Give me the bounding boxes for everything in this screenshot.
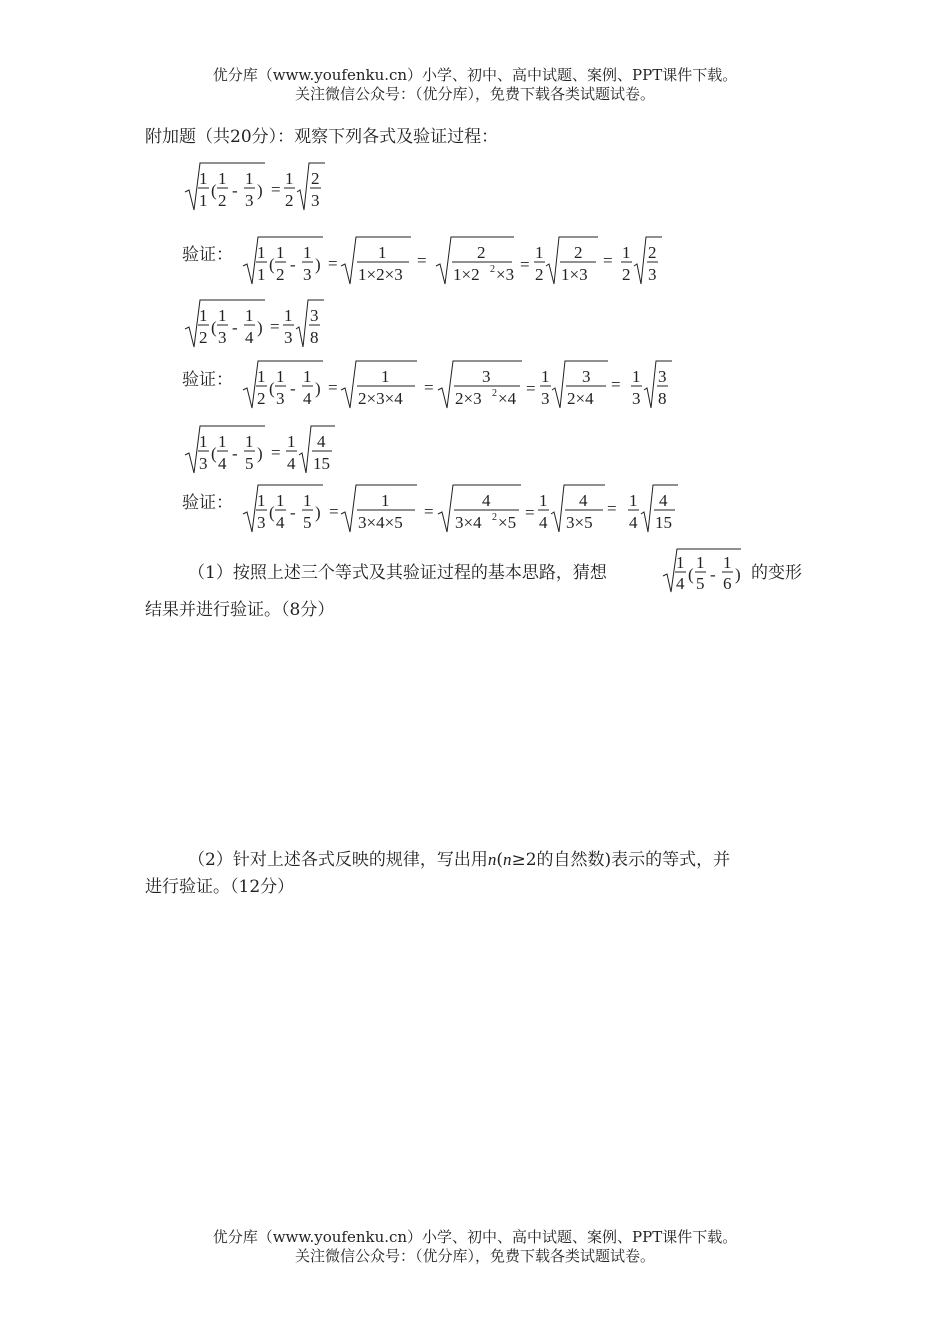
svg-text:-: - <box>232 181 238 200</box>
footer-line-1: 优分库（www.youfenku.cn）小学、初中、高中试题、案例、PPT课件下载。 <box>212 1228 738 1246</box>
svg-text:): ) <box>315 255 321 274</box>
question-1-text-end: 的变形 <box>751 563 802 583</box>
svg-text:3: 3 <box>245 191 254 210</box>
svg-text:×5: ×5 <box>498 513 517 532</box>
svg-text:2: 2 <box>574 243 583 262</box>
svg-text:=: = <box>271 443 281 462</box>
svg-text:1: 1 <box>303 491 312 510</box>
svg-text:6: 6 <box>723 574 732 593</box>
svg-text:): ) <box>735 565 741 584</box>
svg-text:1×2: 1×2 <box>453 265 480 284</box>
svg-text:-: - <box>290 503 296 522</box>
svg-text:4: 4 <box>276 513 285 532</box>
svg-text:3×4×5: 3×4×5 <box>358 513 403 532</box>
svg-text:3: 3 <box>303 265 312 284</box>
page-footer <box>0 1228 950 1266</box>
equation-1 <box>183 160 333 216</box>
intro-text: 附加题（共20分）：观察下列各式及验证过程： <box>145 127 499 147</box>
svg-text:=: = <box>603 251 613 270</box>
svg-text:4: 4 <box>287 454 296 473</box>
svg-text:8: 8 <box>658 389 667 408</box>
svg-text:3: 3 <box>199 454 208 473</box>
svg-text:4: 4 <box>659 491 668 510</box>
svg-text:3: 3 <box>541 389 550 408</box>
svg-text:5: 5 <box>696 574 705 593</box>
verify-label-3: 验证： <box>182 493 233 513</box>
svg-text:2×3: 2×3 <box>455 389 482 408</box>
svg-text:1: 1 <box>723 553 732 572</box>
svg-text:): ) <box>257 181 263 200</box>
svg-text:): ) <box>257 444 263 463</box>
svg-text:-: - <box>290 255 296 274</box>
svg-text:1: 1 <box>218 169 227 188</box>
svg-text:5: 5 <box>303 513 312 532</box>
equation-3 <box>183 423 343 479</box>
svg-text:1: 1 <box>199 169 208 188</box>
svg-text:): ) <box>315 503 321 522</box>
svg-text:=: = <box>424 502 434 521</box>
svg-text:1: 1 <box>539 491 548 510</box>
svg-text:1: 1 <box>381 491 390 510</box>
svg-text:3: 3 <box>658 367 667 386</box>
svg-text:1: 1 <box>676 553 685 572</box>
svg-text:(: ( <box>269 255 275 274</box>
svg-text:4: 4 <box>579 491 588 510</box>
svg-text:2: 2 <box>648 243 657 262</box>
svg-text:): ) <box>257 318 263 337</box>
svg-text:2: 2 <box>218 191 227 210</box>
svg-text:1×2×3: 1×2×3 <box>358 265 403 284</box>
svg-text:=: = <box>526 379 536 398</box>
svg-text:=: = <box>329 502 339 521</box>
svg-text:4: 4 <box>629 513 638 532</box>
header-line-1: 优分库（www.youfenku.cn）小学、初中、高中试题、案例、PPT课件下载。 <box>212 66 738 84</box>
svg-text:1: 1 <box>245 432 254 451</box>
svg-text:8: 8 <box>310 328 319 347</box>
svg-text:2: 2 <box>622 265 631 284</box>
svg-text:=: = <box>271 180 281 199</box>
svg-text:1: 1 <box>284 306 293 325</box>
svg-text:15: 15 <box>313 454 330 473</box>
svg-text:3: 3 <box>310 306 319 325</box>
svg-text:2×4: 2×4 <box>567 389 594 408</box>
svg-text:(: ( <box>211 444 217 463</box>
footer-line-2: 关注微信公众号：（优分库），免费下载各类试题试卷。 <box>294 1247 655 1265</box>
svg-text:1: 1 <box>535 243 544 262</box>
svg-text:1: 1 <box>199 432 208 451</box>
svg-text:=: = <box>520 255 530 274</box>
svg-text:1: 1 <box>257 265 266 284</box>
svg-text:1: 1 <box>696 553 705 572</box>
svg-text:1: 1 <box>257 367 266 386</box>
svg-text:1: 1 <box>303 243 312 262</box>
svg-text:1: 1 <box>622 243 631 262</box>
svg-text:2: 2 <box>492 512 497 523</box>
svg-text:1: 1 <box>245 169 254 188</box>
svg-text:4: 4 <box>676 574 685 593</box>
verification-1 <box>241 234 681 290</box>
svg-text:2: 2 <box>257 389 266 408</box>
svg-text:4: 4 <box>245 328 254 347</box>
svg-text:1: 1 <box>378 243 387 262</box>
svg-text:=: = <box>424 378 434 397</box>
equation-2 <box>183 297 333 353</box>
svg-text:2: 2 <box>311 169 320 188</box>
svg-text:(: ( <box>269 379 275 398</box>
svg-text:-: - <box>232 318 238 337</box>
svg-text:1: 1 <box>199 191 208 210</box>
svg-text:3: 3 <box>311 191 320 210</box>
question-1-text: （1）按照上述三个等式及其验证过程的基本思路，猜想 <box>188 563 607 583</box>
svg-text:1: 1 <box>218 306 227 325</box>
svg-text:2×3×4: 2×3×4 <box>358 389 403 408</box>
verification-2 <box>241 358 681 414</box>
svg-text:1: 1 <box>218 432 227 451</box>
svg-text:=: = <box>611 375 621 394</box>
svg-text:(: ( <box>211 181 217 200</box>
svg-text:=: = <box>417 251 427 270</box>
svg-text:15: 15 <box>655 513 672 532</box>
svg-text:(: ( <box>211 318 217 337</box>
svg-text:1: 1 <box>541 367 550 386</box>
svg-text:=: = <box>525 503 535 522</box>
svg-text:2: 2 <box>490 264 495 275</box>
svg-text:4: 4 <box>482 491 491 510</box>
svg-text:1: 1 <box>303 367 312 386</box>
svg-text:2: 2 <box>477 243 486 262</box>
svg-text:3: 3 <box>648 265 657 284</box>
svg-text:2: 2 <box>492 388 497 399</box>
question-1-expression <box>661 546 751 598</box>
svg-text:3: 3 <box>257 513 266 532</box>
svg-text:1: 1 <box>629 491 638 510</box>
svg-text:1: 1 <box>381 367 390 386</box>
header-line-2: 关注微信公众号：（优分库），免费下载各类试题试卷。 <box>294 85 655 103</box>
svg-text:-: - <box>710 565 716 584</box>
svg-text:1: 1 <box>276 243 285 262</box>
svg-text:4: 4 <box>303 389 312 408</box>
svg-text:1: 1 <box>276 491 285 510</box>
question-2-line-2: 进行验证。（12分） <box>145 877 295 897</box>
svg-text:4: 4 <box>317 432 326 451</box>
svg-text:3: 3 <box>582 367 591 386</box>
svg-text:=: = <box>328 378 338 397</box>
svg-text:=: = <box>270 317 280 336</box>
svg-text:2: 2 <box>535 265 544 284</box>
svg-text:-: - <box>290 379 296 398</box>
svg-text:2: 2 <box>276 265 285 284</box>
svg-text:3: 3 <box>482 367 491 386</box>
svg-text:3: 3 <box>284 328 293 347</box>
svg-text:3: 3 <box>276 389 285 408</box>
svg-text:×4: ×4 <box>498 389 517 408</box>
svg-text:): ) <box>315 379 321 398</box>
svg-text:3×4: 3×4 <box>455 513 482 532</box>
verify-label-2: 验证： <box>182 370 233 390</box>
svg-text:1×3: 1×3 <box>561 265 588 284</box>
svg-text:5: 5 <box>245 454 254 473</box>
svg-text:1: 1 <box>245 306 254 325</box>
svg-text:2: 2 <box>285 191 294 210</box>
verify-label-1: 验证： <box>182 245 233 265</box>
svg-text:=: = <box>328 254 338 273</box>
svg-text:×3: ×3 <box>496 265 515 284</box>
svg-text:1: 1 <box>632 367 641 386</box>
svg-text:1: 1 <box>199 306 208 325</box>
verification-3 <box>241 482 691 538</box>
svg-text:1: 1 <box>257 243 266 262</box>
svg-text:=: = <box>607 499 617 518</box>
svg-text:3: 3 <box>218 328 227 347</box>
svg-text:-: - <box>232 444 238 463</box>
svg-text:4: 4 <box>539 513 548 532</box>
page-header <box>0 66 950 104</box>
svg-text:1: 1 <box>257 491 266 510</box>
svg-text:(: ( <box>688 565 694 584</box>
svg-text:1: 1 <box>287 432 296 451</box>
question-1-line-2: 结果并进行验证。（8分） <box>145 600 335 620</box>
svg-text:(: ( <box>269 503 275 522</box>
svg-text:4: 4 <box>218 454 227 473</box>
question-2-text: （2）针对上述各式反映的规律，写出用n(n≥2的自然数)表示的等式，并 <box>188 850 731 870</box>
svg-text:3×5: 3×5 <box>566 513 593 532</box>
svg-text:2: 2 <box>199 328 208 347</box>
svg-text:3: 3 <box>632 389 641 408</box>
svg-text:1: 1 <box>285 169 294 188</box>
svg-text:1: 1 <box>276 367 285 386</box>
